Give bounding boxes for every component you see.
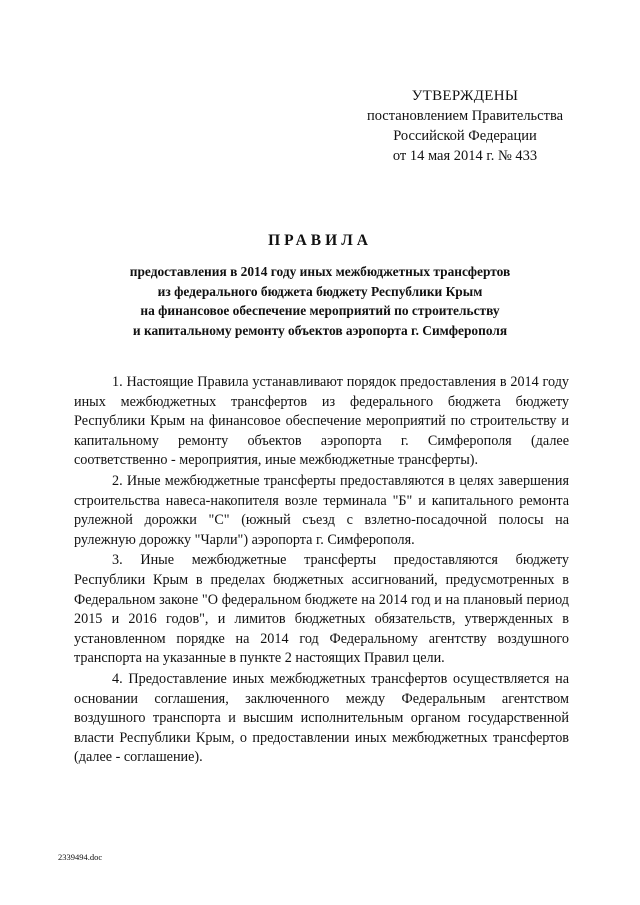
paragraph-1: 1. Настоящие Правила устанавливают порядок предоставления в 2014 году иных межбюджетных трансфертов из федерального бюджета бюджету Республики Крым на финансовое обеспечение мероприятий по строительству и капитальному ремонту объектов аэропорта г. Симферополя (далее соответственно - мероприятия, иные межбюджетные трансферты). (74, 374, 569, 469)
approval-line-1: постановлением Правительства (366, 108, 564, 124)
approval-stamp (345, 86, 585, 166)
subtitle-line-3: на финансовое обеспечение мероприятий по строительству (140, 303, 500, 318)
approval-heading: УТВЕРЖДЕНЫ (411, 88, 519, 104)
subtitle-line-4: и капитальному ремонту объектов аэропорта г. Симферополя (132, 322, 508, 338)
document-title: ПРАВИЛА (268, 232, 372, 249)
approval-line-3: от 14 мая 2014 г. № 433 (392, 148, 538, 164)
paragraph-4: 4. Предоставление иных межбюджетных трансфертов осуществляется на основании соглашения, заключенного между Федеральным агентством воздушного транспорта и высшим исполнительным органом государственной власти Республики Крым, о предоставлении иных межбюджетных трансфертов (далее - соглашение). (74, 670, 569, 766)
file-name-footer: 2339494.doc (58, 852, 103, 862)
document-body (74, 373, 569, 768)
paragraph-3: 3. Иные межбюджетные трансферты предоставляются бюджету Республики Крым в пределах бюджетных ассигнований, предусмотренных в Федеральном законе "О федеральном бюджете на 2014 год и на плановый период 2015 и 2016 годов", и лимитов бюджетных обязательств, утвержденных в установленном порядке на 2014 год Федеральному агентству воздушного транспорта на указанные в пункте 2 настоящих Правил цели. (74, 552, 569, 667)
paragraph-2: 2. Иные межбюджетные трансферты предоставляются в целях завершения строительства навеса-накопителя возле терминала "Б" и капитального ремонта рулежной дорожки "С" (южный съезд с взлетно-посадочной полосы на рулежную дорожку "Чарли") аэропорта г. Симферополя. (74, 472, 569, 548)
subtitle-line-1: предоставления в 2014 году иных межбюджетных трансфертов (129, 264, 511, 279)
approval-line-2: Российской Федерации (393, 128, 537, 144)
document-subtitle (60, 262, 580, 340)
subtitle-line-2: из федерального бюджета бюджету Республики Крым (157, 283, 483, 299)
